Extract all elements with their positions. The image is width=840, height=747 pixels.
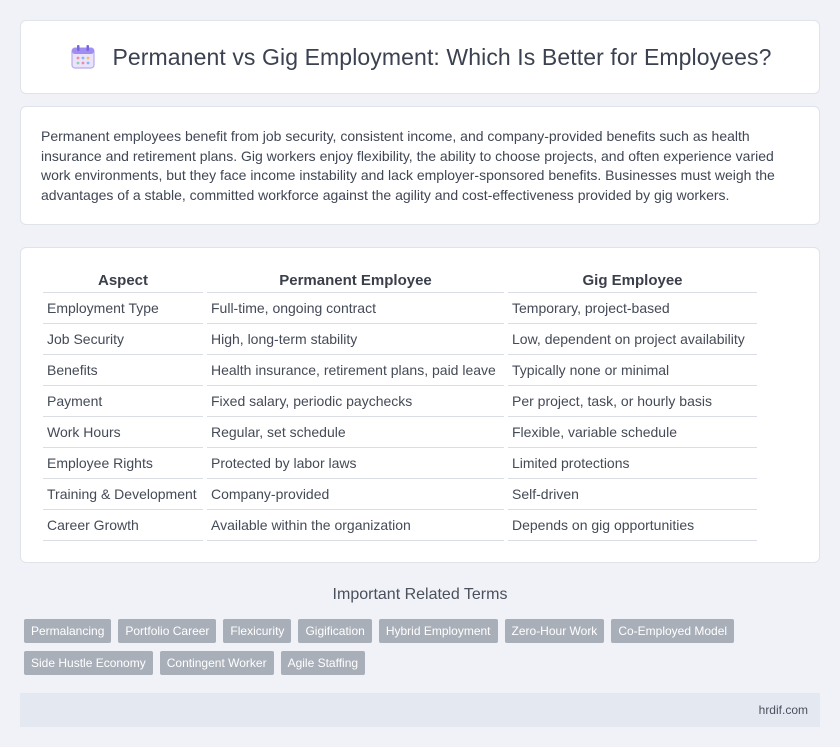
table-cell: Temporary, project-based [508,293,757,324]
table-row [43,479,757,510]
table-cell: Self-driven [508,479,757,510]
table-cell: Per project, task, or hourly basis [508,386,757,417]
related-terms-list [20,619,780,675]
footer-site-link[interactable]: hrdif.com [758,703,808,717]
table-cell: Fixed salary, periodic paychecks [207,386,504,417]
table-cell: Full-time, ongoing contract [207,293,504,324]
related-term-tag[interactable]: Contingent Worker [160,651,274,675]
table-cell: Available within the organization [207,510,504,541]
table-row [43,386,757,417]
table-header-row [43,267,757,293]
table-cell: Company-provided [207,479,504,510]
intro-section [20,106,820,225]
page-footer [20,693,820,727]
comparison-table-card [20,247,820,563]
page-title: Permanent vs Gig Employment: Which Is Better for Employees? [112,43,772,70]
table-cell: Depends on gig opportunities [508,510,757,541]
column-header-aspect: Aspect [43,267,203,293]
table-cell: Typically none or minimal [508,355,757,386]
table-cell: Benefits [43,355,203,386]
table-row [43,417,757,448]
table-cell: Employee Rights [43,448,203,479]
intro-text: Permanent employees benefit from job security, consistent income, and company-provided benefits such as health insurance and retirement plans. Gig workers enjoy flexibility, the ability to choose projects, and often experience varied work environments, but they face income instability and lack employer-sponsored benefits. Businesses must weigh the advantages of a stable, committed workforce against the agility and cost-effectiveness provided by gig workers. [41,128,775,203]
table-cell: Payment [43,386,203,417]
table-row [43,355,757,386]
table-cell: High, long-term stability [207,324,504,355]
related-term-tag[interactable]: Co-Employed Model [611,619,734,643]
related-term-tag[interactable]: Portfolio Career [118,619,216,643]
table-cell: Regular, set schedule [207,417,504,448]
related-term-tag[interactable]: Zero-Hour Work [505,619,605,643]
table-row [43,510,757,541]
calendar-icon [68,42,98,72]
page-header [20,20,820,94]
table-cell: Career Growth [43,510,203,541]
table-cell: Limited protections [508,448,757,479]
related-term-tag[interactable]: Hybrid Employment [379,619,498,643]
related-terms-title: Important Related Terms [332,586,508,603]
table-row [43,324,757,355]
related-term-tag[interactable]: Flexicurity [223,619,291,643]
table-cell: Job Security [43,324,203,355]
related-term-tag[interactable]: Gigification [298,619,371,643]
table-cell: Low, dependent on project availability [508,324,757,355]
comparison-table [39,267,761,541]
related-term-tag[interactable]: Permalancing [24,619,111,643]
column-header-permanent: Permanent Employee [207,267,504,293]
table-cell: Work Hours [43,417,203,448]
table-cell: Protected by labor laws [207,448,504,479]
table-row [43,448,757,479]
column-header-gig: Gig Employee [508,267,757,293]
table-cell: Flexible, variable schedule [508,417,757,448]
related-term-tag[interactable]: Side Hustle Economy [24,651,153,675]
table-cell: Health insurance, retirement plans, paid leave [207,355,504,386]
table-cell: Training & Development [43,479,203,510]
table-row [43,293,757,324]
related-term-tag[interactable]: Agile Staffing [281,651,366,675]
table-cell: Employment Type [43,293,203,324]
